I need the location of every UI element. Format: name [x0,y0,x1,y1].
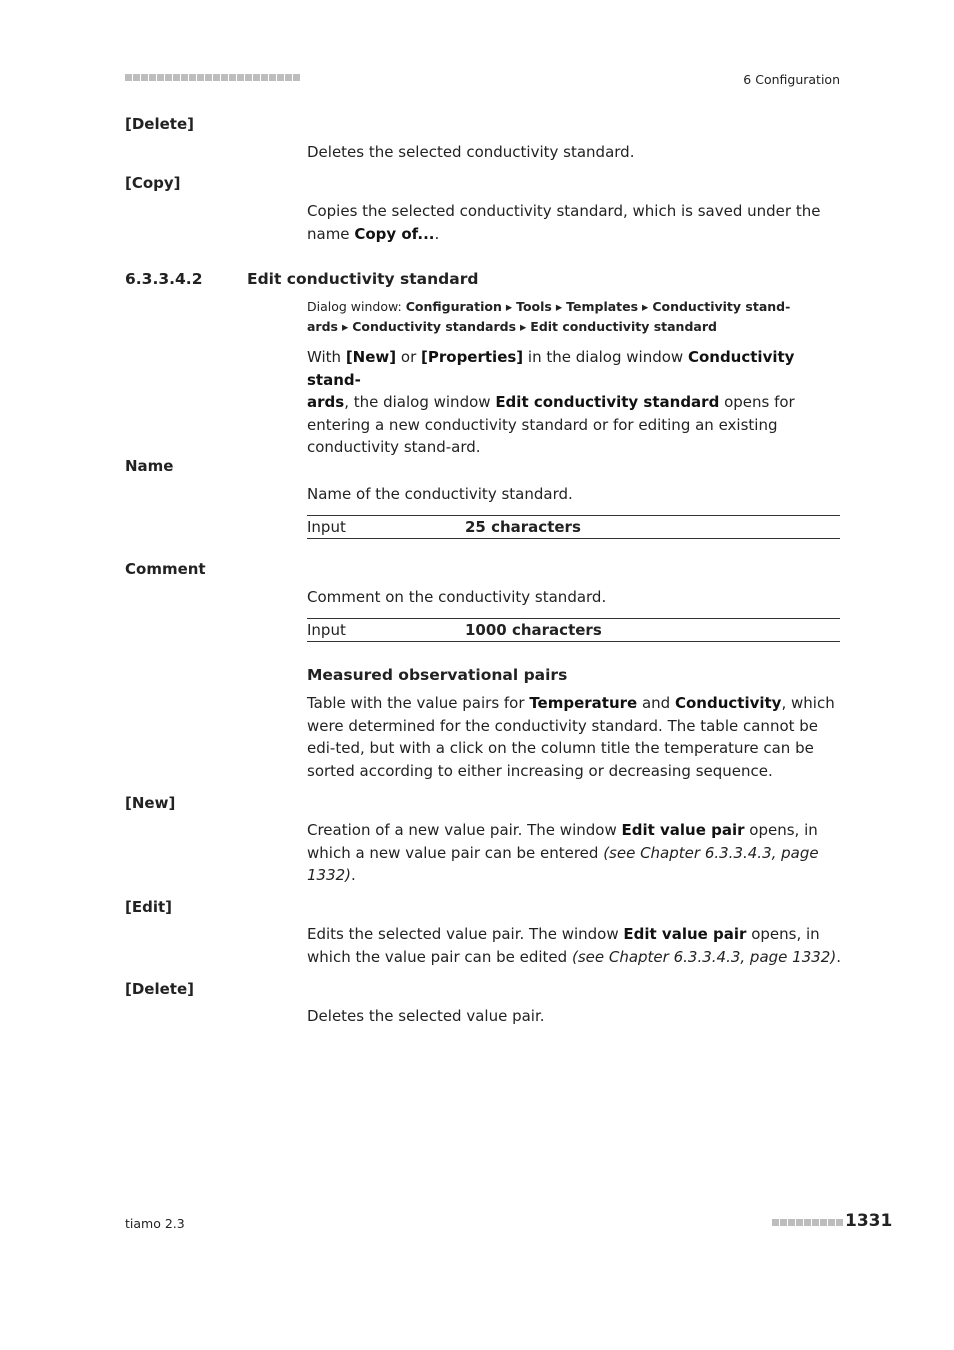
comment-input-value: 1000 characters [465,621,602,639]
footer-decoration [772,1219,843,1226]
section-number: 6.3.3.4.2 [125,270,203,288]
pairs-description: Table with the value pairs for Temperature and Conductivity, which were determined for the conductivity standard. The table cannot be edi-ted, but with a click on the column title the temperature can be sorted according to either increasing or decreasing sequence. [307,694,835,780]
comment-input-key: Input [307,621,346,639]
comment-description: Comment on the conductivity standard. [307,588,607,606]
comment-input-table [307,618,840,642]
name-input-table [307,515,840,539]
copy-description: Copies the selected conductivity standard, which is saved under the name Copy of.... [307,202,821,243]
term-comment: Comment [125,560,206,578]
edit-description: Edits the selected value pair. The window Edit value pair opens, in which the value pair can be edited (see Chapter 6.3.3.4.3, page 1332). [307,925,841,966]
delete-pair-description: Deletes the selected value pair. [307,1007,545,1025]
pairs-heading: Measured observational pairs [307,666,568,684]
new-description: Creation of a new value pair. The window Edit value pair opens, in which a new value pair can be entered (see Chapter 6.3.3.4.3, page 1332). [307,821,819,884]
term-copy: [Copy] [125,174,181,192]
edit-chapter-reference[interactable]: (see Chapter 6.3.3.4.3, page 1332) [571,947,837,966]
header-chapter: 6 Configuration [743,72,840,87]
delete-description: Deletes the selected conductivity standard. [307,143,635,161]
dialog-path: Dialog window: Configuration ▸ Tools ▸ Templates ▸ Conductivity stand- ards ▸ Conductivity standards ▸ Edit conductivity standard [307,299,791,334]
term-delete-pair: [Delete] [125,980,194,998]
term-delete: [Delete] [125,115,194,133]
name-input-value: 25 characters [465,518,581,536]
page-number: 1331 [845,1211,893,1231]
section-title: Edit conductivity standard [247,270,479,288]
intro-paragraph: With [New] or [Properties] in the dialog window Conductivity stand- ards, the dialog window Edit conductivity standard opens for entering a new conductivity standard or for editing an existing conductivity stand-ard. [307,348,795,456]
header-decoration [125,74,300,81]
name-description: Name of the conductivity standard. [307,485,573,503]
term-edit: [Edit] [125,898,173,916]
new-chapter-reference[interactable]: (see Chapter 6.3.3.4.3, page 1332) [307,843,819,884]
term-name: Name [125,457,174,475]
footer-product: tiamo 2.3 [125,1216,185,1231]
term-new: [New] [125,794,176,812]
name-input-key: Input [307,518,346,536]
